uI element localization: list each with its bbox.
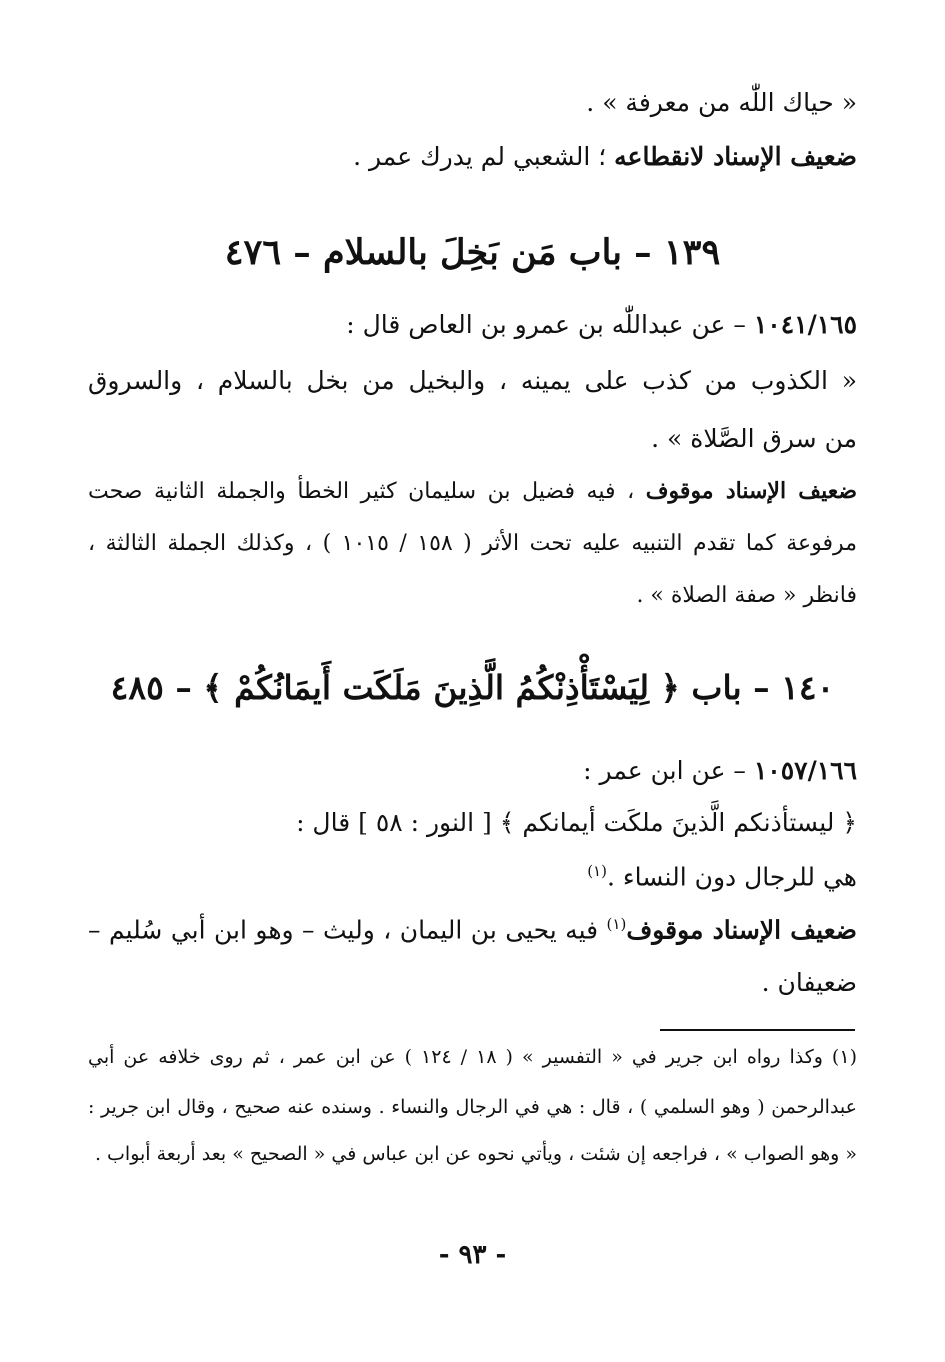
hadith-text-line <box>88 862 857 892</box>
hadith-text-line-2: من سرق الصَّلاة » . <box>651 424 857 453</box>
footnote-marker: (١) <box>587 862 607 880</box>
grading-line-5 <box>88 915 857 945</box>
hadith-text-line-1: « الكذوب من كذب على يمينه ، والبخيل من بخل بالسلام ، والسروق <box>88 366 857 395</box>
footnote-line-3: « وهو الصواب » ، فراجعه إن شئت ، ويأتي نحوه عن ابن عباس في « الصحيح » بعد أربعة أبواب . <box>94 1143 857 1165</box>
grading-bold: ضعيف الإسناد موقوف <box>626 915 857 945</box>
page-number: - ٩٣ - <box>438 1240 507 1270</box>
grading-bold: ضعيف الإسناد موقوف <box>645 478 857 504</box>
hadith-intro-166 <box>88 756 857 786</box>
hadith-isnad: – عن عبداللّٰه بن عمرو بن العاص قال : <box>346 310 754 339</box>
quote-line <box>88 88 857 118</box>
footnote-line-1: (١) وكذا رواه ابن جرير في « التفسير » ( ١٨ / ١٢٤ ) عن ابن عمر ، ثم روى خلافه عن أبي <box>88 1046 857 1068</box>
hadith-intro-165 <box>88 310 857 340</box>
chapter-heading-139: ١٣٩ – باب مَن بَخِلَ بالسلام – ٤٧٦ <box>224 232 721 273</box>
grading-line-2 <box>88 478 857 505</box>
hadith-number: ١٠٤١/١٦٥ <box>753 310 857 339</box>
chapter-heading-140: ١٤٠ – باب ﴿ لِيَسْتَأْذِنْكُمُ الَّذِينَ مَلَكَت أَيمَانُكُمْ ﴾ – ٤٨٥ <box>110 668 835 707</box>
footnote-divider <box>660 1029 855 1031</box>
grading-text: ، فيه فضيل بن سليمان كثير الخطأ والجملة الثانية صحت <box>88 479 646 504</box>
hadith-number: ١٠٥٧/١٦٦ <box>753 756 857 785</box>
verse-line: ﴿ ليستأذنكم الَّذينَ ملكَت أيمانكم ﴾ [ النور : ٥٨ ] قال : <box>296 808 857 837</box>
grading-line-3: مرفوعة كما تقدم التنبيه عليه تحت الأثر ( ١٥٨ / ١٠١٥ ) ، وكذلك الجملة الثالثة ، <box>88 531 857 556</box>
footnote-marker: (١) <box>606 915 627 933</box>
hadith-isnad: – عن ابن عمر : <box>583 756 754 785</box>
footnote-line-2: عبدالرحمن ( وهو السلمي ) ، قال : هي في الرجال والنساء . وسنده عنه صحيح ، وقال ابن جرير : <box>88 1096 857 1118</box>
grading-text: فيه يحيى بن اليمان ، وليث – وهو ابن أبي سُليم – <box>88 915 607 945</box>
grading-line-4: فانظر « صفة الصلاة » . <box>636 583 857 608</box>
quote-text: « حياك اللّٰه من معرفة » . <box>586 88 857 117</box>
grading-text: ؛ الشعبي لم يدرك عمر . <box>353 142 615 171</box>
hadith-text: هي للرجال دون النساء . <box>606 862 857 892</box>
grading-bold: ضعيف الإسناد لانقطاعه <box>614 142 857 171</box>
grading-line-6: ضعيفان . <box>761 968 857 997</box>
grading-line <box>88 142 857 172</box>
